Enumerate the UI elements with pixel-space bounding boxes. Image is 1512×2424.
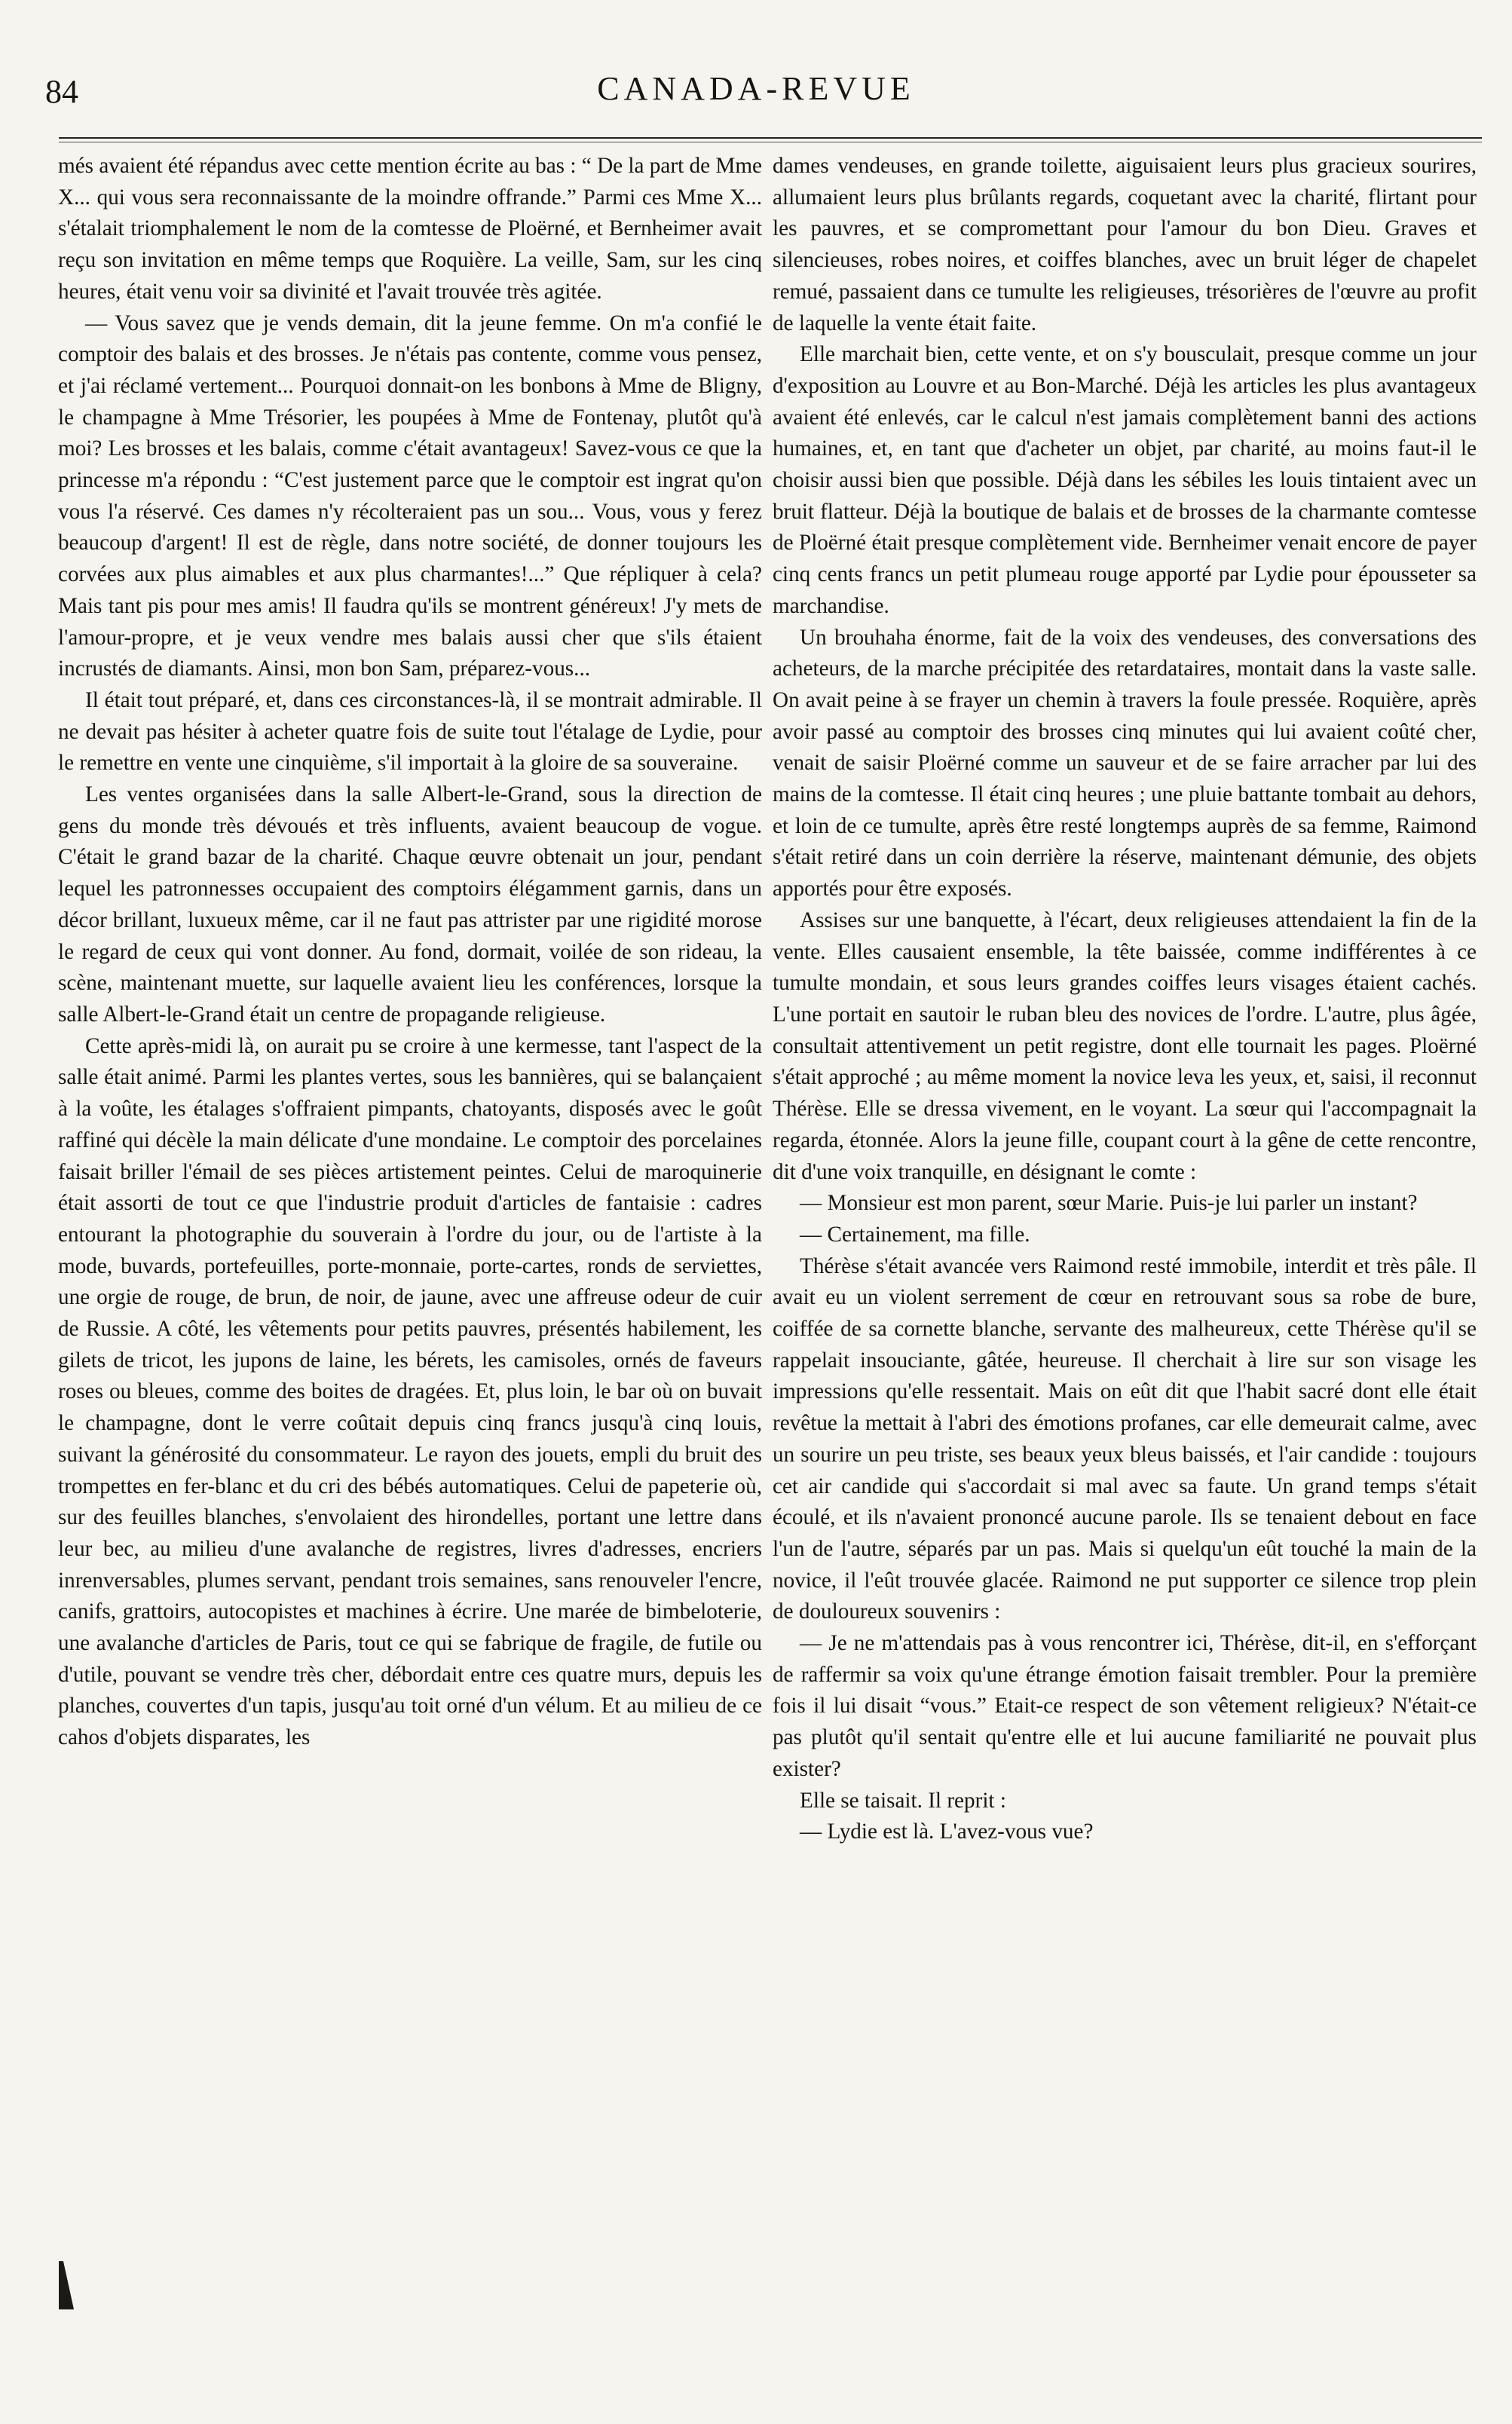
- paragraph: dames vendeuses, en grande toilette, aiguisaient leurs plus gracieux sourires, allumaient leurs plus brûlants regards, coquetant avec la charité, flirtant pour les pauvres, et se compromettant pour l'amour du bon Dieu. Graves et silencieuses, robes noires, et coiffes blanches, avec un bruit léger de chapelet remué, passaient dans ce tumulte les religieuses, trésorières de l'œuvre au profit de laquelle la vente était faite.: [773, 154, 1477, 335]
- paragraph: més avaient été répandus avec cette mention écrite au bas : “ De la part de Mme X... qui vous sera reconnaissante de la moindre offrande.” Parmi ces Mme X... s'étalait triomphalement le nom de la comtesse de Ploërné, et Bernheimer avait reçu son invitation en même temps que Roquière. La veille, Sam, sur les cinq heures, était venu voir sa divinité et l'avait trouvée très agitée.: [58, 154, 762, 304]
- paragraph: Les ventes organisées dans la salle Albert-le-Grand, sous la direction de gens du monde très dévoués et très influents, avaient beaucoup de vogue. C'était le grand bazar de la charité. Chaque œuvre obtenait un jour, pendant lequel les patronnesses occupaient des comptoirs élégamment garnis, dans un décor brillant, luxueux même, car il ne faut pas attrister par une rigidité morose le regard de ceux qui vont donner. Au fond, dormait, voilée de son rideau, la scène, maintenant muette, sur laquelle avaient lieu les conférences, lorsque la salle Albert-le-Grand était un centre de propagande religieuse.: [58, 782, 762, 1027]
- paragraph: Cette après-midi là, on aurait pu se croire à une kermesse, tant l'aspect de la salle était animé. Parmi les plantes vertes, sous les bannières, qui se balançaient à la voûte, les étalages s'offraient pimpants, chatoyants, disposés avec le goût raffiné qui décèle la main délicate d'une mondaine. Le comptoir des porcelaines faisait briller l'émail de ses pièces artistement peintes. Celui de maroquinerie était assorti de tout ce que l'industrie produit d'articles de fantaisie : cadres entourant la photographie du souverain à l'ordre du jour, ou de l'artiste à la mode, buvards, portefeuilles, porte-monnaie, porte-cartes, ronds de serviettes, une orgie de rouge, de brun, de noir, de jaune, avec une affreuse odeur de cuir de Russie. A côté, les vêtements pour petits pauvres, présentés habilement, les gilets de tricot, les jupons de laine, les bérets, les camisoles, ornés de faveurs roses ou bleues, comme des boites de dragées. Et, plus loin, le bar où on buvait le champagne, dont le verre coûtait depuis cinq francs jusqu'à cinq louis, suivant la générosité du consommateur. Le rayon des jouets, empli du bruit des trompettes en fer-blanc et du cri des bébés automatiques. Celui de papeterie où, sur des feuilles blanches, s'envolaient des hirondelles, portant une lettre dans leur bec, au milieu d'une avalanche de registres, livres d'adresses, encriers inrenversables, plumes servant, pendant trois semaines, sans renouveler l'encre, canifs, grattoirs, autocopistes et machines à écrire. Une marée de bimbeloterie, une avalanche d'articles de Paris, tout ce qui se fabrique de fragile, de futile ou d'utile, pouvant se vendre très cher, débordait entre ces quatre murs, depuis les planches, couvertes d'un tapis, jusqu'au toit orné d'un vélum. Et au milieu de ce cahos d'objets disparates, les: [58, 1033, 762, 1750]
- paragraph: Thérèse s'était avancée vers Raimond resté immobile, interdit et très pâle. Il avait eu un violent serrement de cœur en retrouvant sous sa robe de bure, coiffée de sa cornette blanche, servante des malheureux, cette Thérèse qu'il se rappelait insouciante, gâtée, heureuse. Il cherchait à lire sur son visage les impressions qu'elle ressentait. Mais on eût dit que l'habit sacré dont elle était revêtue la mettait à l'abri des émotions profanes, car elle demeurait calme, avec un sourire un peu triste, ses beaux yeux bleus baissés, et l'air candide : toujours cet air candide qui s'accordait si mal avec sa faute. Un grand temps s'était écoulé, et ils n'avaient prononcé aucune parole. Ils se tenaient debout en face l'un de l'autre, séparés par un pas. Mais si quelqu'un eût touché la main de la novice, il l'eût trouvée glacée. Raimond ne put supporter ce silence trop plein de douloureux souvenirs :: [773, 1253, 1477, 1624]
- paragraph: — Vous savez que je vends demain, dit la jeune femme. On m'a confié le comptoir des balais et des brosses. Je n'étais pas contente, comme vous pensez, et j'ai réclamé vertement... Pourquoi donnait-on les bonbons à Mme de Bligny, le champagne à Mme Trésorier, les poupées à Mme de Fontenay, plutôt qu'à moi? Les brosses et les balais, comme c'était avantageux! Savez-vous ce que la princesse m'a répondu : “C'est justement parce que le comptoir est ingrat qu'on vous l'a réservé. Ces dames n'y récolteraient pas un sou... Vous, vous y ferez beaucoup d'argent! Il est de règle, dans notre société, de donner toujours les corvées aux plus aimables et aux plus charmantes!...” Que répliquer à cela? Mais tant pis pour mes amis! Il faudra qu'ils se montrent généreux! J'y mets de l'amour-propre, et je veux vendre mes balais aussi cher que s'ils étaient incrustés de diamants. Ainsi, mon bon Sam, préparez-vous...: [58, 311, 762, 681]
- paragraph: Elle se taisait. Il reprit :: [800, 1788, 1006, 1813]
- dialogue-line: — Monsieur est mon parent, sœur Marie. Puis-je lui parler un instant?: [800, 1191, 1418, 1216]
- dialogue-line: — Certainement, ma fille.: [800, 1222, 1030, 1247]
- dialogue-line: — Lydie est là. L'avez-vous vue?: [800, 1820, 1094, 1844]
- header-rule: [59, 137, 1482, 139]
- right-column: [773, 151, 1477, 1848]
- running-title: CANADA-REVUE: [597, 70, 915, 107]
- page-header: [0, 0, 1512, 113]
- scan-corner-mark: [59, 2261, 74, 2309]
- paragraph: Assises sur une banquette, à l'écart, deux religieuses attendaient la fin de la vente. Elles causaient ensemble, la tête baissée, comme indifférentes à ce tumulte mondain, et sous leurs grandes coiffes leurs visages étaient cachés. L'une portait en sautoir le ruban bleu des novices de l'ordre. L'autre, plus âgée, consultait attentivement un petit registre, dont elle tournait les pages. Ploërné s'était approché ; au même moment la novice leva les yeux, et, saisi, il reconnut Thérèse. Elle se dressa vivement, en le voyant. La sœur qui l'accompagnait la regarda, étonnée. Alors la jeune fille, coupant court à la gêne de cette rencontre, dit d'une voix tranquille, en désignant le comte :: [773, 907, 1477, 1184]
- paragraph: Un brouhaha énorme, fait de la voix des vendeuses, des conversations des acheteurs, de la marche précipitée des retardataires, montait dans la vaste salle. On avait peine à se frayer un chemin à travers la foule pressée. Roquière, après avoir passé au comptoir des brosses cinq minutes qui lui avaient coûté cher, venait de saisir Ploërné comme un sauveur et de se faire arracher par lui des mains de la comtesse. Il était cinq heures ; une pluie battante tombait au dehors, et loin de ce tumulte, après être resté longtemps auprès de sa femme, Raimond s'était retiré dans un coin derrière la réserve, maintenant démunie, des objets apportés pour être exposés.: [773, 625, 1477, 901]
- left-column: [58, 151, 762, 1754]
- paragraph: Il était tout préparé, et, dans ces circonstances-là, il se montrait admirable. Il ne devait pas hésiter à acheter quatre fois de suite tout l'étalage de Lydie, pour le remettre en vente une cinquième, s'il importait à la gloire de sa souveraine.: [58, 687, 762, 776]
- page-number: 84: [45, 73, 78, 110]
- dialogue-line: — Je ne m'attendais pas à vous rencontrer ici, Thérèse, dit-il, en s'efforçant de raffermir sa voix qu'une étrange émotion faisait trembler. Pour la première fois il lui disait “vous.” Etait-ce respect de son vêtement religieux? N'était-ce pas plutôt qu'il sentait qu'entre elle et lui aucune familiarité ne pouvait plus exister?: [773, 1631, 1477, 1781]
- paragraph: Elle marchait bien, cette vente, et on s'y bousculait, presque comme un jour d'exposition au Louvre et au Bon-Marché. Déjà les articles les plus avantageux avaient été enlevés, car le calcul n'est jamais complètement banni des actions humaines, et, en tant que d'acheter un objet, par charité, au moins faut-il le choisir aussi bien que possible. Déjà dans les sébiles les louis tintaient avec un bruit flatteur. Déjà la boutique de balais et de brosses de la charmante comtesse de Ploërné était presque complètement vide. Bernheimer venait encore de payer cinq cents francs un petit plumeau rouge apporté par Lydie pour épousseter sa marchandise.: [773, 342, 1477, 618]
